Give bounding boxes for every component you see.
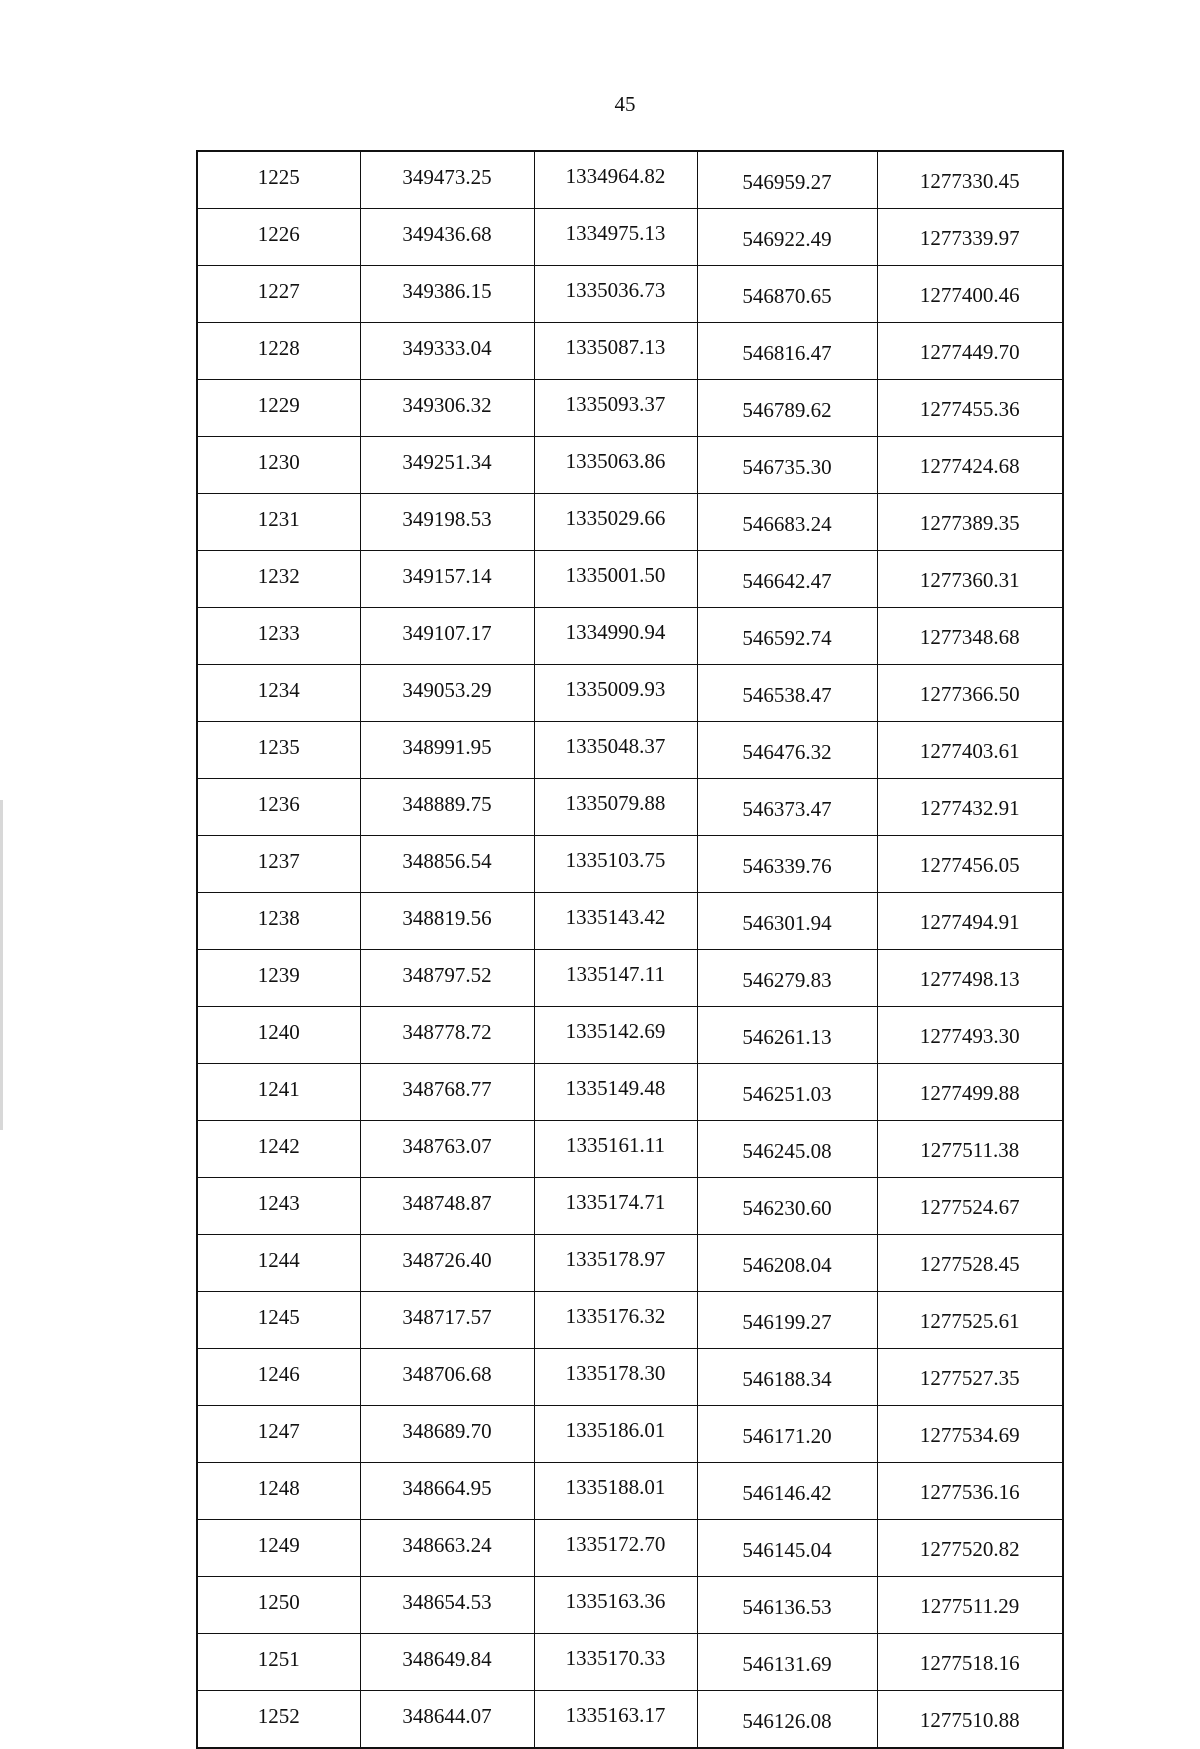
- table-row: [197, 266, 1063, 323]
- x1-cell: 348644.07: [360, 1691, 534, 1749]
- y1-cell: 1335147.11: [534, 950, 697, 1007]
- y1-cell: 1335163.17: [534, 1691, 697, 1749]
- point-number-cell: 1242: [197, 1121, 360, 1178]
- x1-cell: 348889.75: [360, 779, 534, 836]
- point-number-cell: 1225: [197, 151, 360, 209]
- x2-cell: 546146.42: [697, 1463, 877, 1520]
- point-number-cell: 1230: [197, 437, 360, 494]
- y2-cell: 1277449.70: [877, 323, 1063, 380]
- x2-cell: 546339.76: [697, 836, 877, 893]
- y2-cell: 1277510.88: [877, 1691, 1063, 1749]
- y2-cell: 1277520.82: [877, 1520, 1063, 1577]
- x2-cell: 546816.47: [697, 323, 877, 380]
- y1-cell: 1335036.73: [534, 266, 697, 323]
- y2-cell: 1277360.31: [877, 551, 1063, 608]
- point-number-cell: 1227: [197, 266, 360, 323]
- point-number-cell: 1228: [197, 323, 360, 380]
- x2-cell: 546735.30: [697, 437, 877, 494]
- point-number-cell: 1249: [197, 1520, 360, 1577]
- table-row: [197, 551, 1063, 608]
- y2-cell: 1277511.38: [877, 1121, 1063, 1178]
- x2-cell: 546251.03: [697, 1064, 877, 1121]
- x2-cell: 546922.49: [697, 209, 877, 266]
- x1-cell: 348706.68: [360, 1349, 534, 1406]
- x2-cell: 546538.47: [697, 665, 877, 722]
- x1-cell: 348689.70: [360, 1406, 534, 1463]
- y1-cell: 1335063.86: [534, 437, 697, 494]
- point-number-cell: 1248: [197, 1463, 360, 1520]
- point-number-cell: 1251: [197, 1634, 360, 1691]
- x1-cell: 348856.54: [360, 836, 534, 893]
- point-number-cell: 1246: [197, 1349, 360, 1406]
- table-row: [197, 1178, 1063, 1235]
- table-row: [197, 836, 1063, 893]
- x2-cell: 546261.13: [697, 1007, 877, 1064]
- point-number-cell: 1235: [197, 722, 360, 779]
- x1-cell: 348654.53: [360, 1577, 534, 1634]
- y1-cell: 1335001.50: [534, 551, 697, 608]
- point-number-cell: 1238: [197, 893, 360, 950]
- table-row: [197, 1007, 1063, 1064]
- x1-cell: 348664.95: [360, 1463, 534, 1520]
- y2-cell: 1277528.45: [877, 1235, 1063, 1292]
- y1-cell: 1335174.71: [534, 1178, 697, 1235]
- x2-cell: 546373.47: [697, 779, 877, 836]
- page-number: 45: [614, 92, 636, 116]
- y2-cell: 1277511.29: [877, 1577, 1063, 1634]
- y1-cell: 1335009.93: [534, 665, 697, 722]
- x2-cell: 546476.32: [697, 722, 877, 779]
- y1-cell: 1335161.11: [534, 1121, 697, 1178]
- x1-cell: 348649.84: [360, 1634, 534, 1691]
- x2-cell: 546870.65: [697, 266, 877, 323]
- x2-cell: 546136.53: [697, 1577, 877, 1634]
- y1-cell: 1335143.42: [534, 893, 697, 950]
- table-row: [197, 665, 1063, 722]
- point-number-cell: 1237: [197, 836, 360, 893]
- x1-cell: 348819.56: [360, 893, 534, 950]
- y1-cell: 1335178.30: [534, 1349, 697, 1406]
- x1-cell: 349053.29: [360, 665, 534, 722]
- y1-cell: 1334964.82: [534, 151, 697, 209]
- x2-cell: 546188.34: [697, 1349, 877, 1406]
- x1-cell: 349306.32: [360, 380, 534, 437]
- point-number-cell: 1244: [197, 1235, 360, 1292]
- y1-cell: 1335149.48: [534, 1064, 697, 1121]
- y2-cell: 1277534.69: [877, 1406, 1063, 1463]
- x2-cell: 546208.04: [697, 1235, 877, 1292]
- x2-cell: 546279.83: [697, 950, 877, 1007]
- x1-cell: 349107.17: [360, 608, 534, 665]
- point-number-cell: 1241: [197, 1064, 360, 1121]
- y2-cell: 1277389.35: [877, 494, 1063, 551]
- x2-cell: 546199.27: [697, 1292, 877, 1349]
- x1-cell: 349251.34: [360, 437, 534, 494]
- y1-cell: 1335029.66: [534, 494, 697, 551]
- x1-cell: 349198.53: [360, 494, 534, 551]
- coordinate-table-body: [197, 151, 1063, 1748]
- y1-cell: 1335172.70: [534, 1520, 697, 1577]
- y1-cell: 1335048.37: [534, 722, 697, 779]
- point-number-cell: 1252: [197, 1691, 360, 1749]
- y2-cell: 1277518.16: [877, 1634, 1063, 1691]
- x2-cell: 546230.60: [697, 1178, 877, 1235]
- point-number-cell: 1239: [197, 950, 360, 1007]
- point-number-cell: 1247: [197, 1406, 360, 1463]
- y2-cell: 1277400.46: [877, 266, 1063, 323]
- y2-cell: 1277339.97: [877, 209, 1063, 266]
- y2-cell: 1277499.88: [877, 1064, 1063, 1121]
- table-row: [197, 608, 1063, 665]
- x2-cell: 546171.20: [697, 1406, 877, 1463]
- table-row: [197, 779, 1063, 836]
- point-number-cell: 1229: [197, 380, 360, 437]
- y1-cell: 1335188.01: [534, 1463, 697, 1520]
- table-row: [197, 1463, 1063, 1520]
- y1-cell: 1335163.36: [534, 1577, 697, 1634]
- y2-cell: 1277424.68: [877, 437, 1063, 494]
- x1-cell: 348991.95: [360, 722, 534, 779]
- table-row: [197, 1520, 1063, 1577]
- point-number-cell: 1240: [197, 1007, 360, 1064]
- table-row: [197, 437, 1063, 494]
- y1-cell: 1335178.97: [534, 1235, 697, 1292]
- x2-cell: 546145.04: [697, 1520, 877, 1577]
- y2-cell: 1277494.91: [877, 893, 1063, 950]
- x2-cell: 546301.94: [697, 893, 877, 950]
- x1-cell: 348778.72: [360, 1007, 534, 1064]
- point-number-cell: 1231: [197, 494, 360, 551]
- x2-cell: 546245.08: [697, 1121, 877, 1178]
- table-row: [197, 380, 1063, 437]
- y2-cell: 1277366.50: [877, 665, 1063, 722]
- y2-cell: 1277330.45: [877, 151, 1063, 209]
- table-row: [197, 151, 1063, 209]
- x2-cell: 546126.08: [697, 1691, 877, 1749]
- y1-cell: 1335103.75: [534, 836, 697, 893]
- y2-cell: 1277348.68: [877, 608, 1063, 665]
- x2-cell: 546592.74: [697, 608, 877, 665]
- y1-cell: 1335186.01: [534, 1406, 697, 1463]
- table-row: [197, 1064, 1063, 1121]
- point-number-cell: 1234: [197, 665, 360, 722]
- x2-cell: 546959.27: [697, 151, 877, 209]
- y1-cell: 1335093.37: [534, 380, 697, 437]
- point-number-cell: 1232: [197, 551, 360, 608]
- y2-cell: 1277498.13: [877, 950, 1063, 1007]
- x1-cell: 348726.40: [360, 1235, 534, 1292]
- table-row: [197, 1691, 1063, 1749]
- y1-cell: 1334975.13: [534, 209, 697, 266]
- x1-cell: 348763.07: [360, 1121, 534, 1178]
- x1-cell: 349473.25: [360, 151, 534, 209]
- x1-cell: 349436.68: [360, 209, 534, 266]
- table-row: [197, 1121, 1063, 1178]
- y2-cell: 1277524.67: [877, 1178, 1063, 1235]
- table-row: [197, 323, 1063, 380]
- y2-cell: 1277455.36: [877, 380, 1063, 437]
- y2-cell: 1277536.16: [877, 1463, 1063, 1520]
- point-number-cell: 1243: [197, 1178, 360, 1235]
- table-row: [197, 1292, 1063, 1349]
- table-row: [197, 1235, 1063, 1292]
- coordinate-table: [196, 150, 1064, 1749]
- x1-cell: 348748.87: [360, 1178, 534, 1235]
- x1-cell: 348768.77: [360, 1064, 534, 1121]
- table-row: [197, 722, 1063, 779]
- table-row: [197, 209, 1063, 266]
- x2-cell: 546131.69: [697, 1634, 877, 1691]
- y1-cell: 1335142.69: [534, 1007, 697, 1064]
- point-number-cell: 1236: [197, 779, 360, 836]
- y1-cell: 1335079.88: [534, 779, 697, 836]
- y2-cell: 1277527.35: [877, 1349, 1063, 1406]
- x2-cell: 546683.24: [697, 494, 877, 551]
- table-row: [197, 494, 1063, 551]
- scan-edge-mark: [0, 800, 3, 1130]
- y2-cell: 1277456.05: [877, 836, 1063, 893]
- y1-cell: 1335176.32: [534, 1292, 697, 1349]
- table-row: [197, 1349, 1063, 1406]
- x1-cell: 349157.14: [360, 551, 534, 608]
- x1-cell: 348717.57: [360, 1292, 534, 1349]
- y2-cell: 1277403.61: [877, 722, 1063, 779]
- table-row: [197, 950, 1063, 1007]
- table-row: [197, 893, 1063, 950]
- point-number-cell: 1245: [197, 1292, 360, 1349]
- y1-cell: 1335087.13: [534, 323, 697, 380]
- x1-cell: 349386.15: [360, 266, 534, 323]
- x2-cell: 546642.47: [697, 551, 877, 608]
- table-row: [197, 1634, 1063, 1691]
- point-number-cell: 1250: [197, 1577, 360, 1634]
- y2-cell: 1277432.91: [877, 779, 1063, 836]
- y2-cell: 1277525.61: [877, 1292, 1063, 1349]
- y1-cell: 1335170.33: [534, 1634, 697, 1691]
- point-number-cell: 1233: [197, 608, 360, 665]
- x1-cell: 348663.24: [360, 1520, 534, 1577]
- y2-cell: 1277493.30: [877, 1007, 1063, 1064]
- table-row: [197, 1577, 1063, 1634]
- y1-cell: 1334990.94: [534, 608, 697, 665]
- table-row: [197, 1406, 1063, 1463]
- x1-cell: 348797.52: [360, 950, 534, 1007]
- x2-cell: 546789.62: [697, 380, 877, 437]
- x1-cell: 349333.04: [360, 323, 534, 380]
- point-number-cell: 1226: [197, 209, 360, 266]
